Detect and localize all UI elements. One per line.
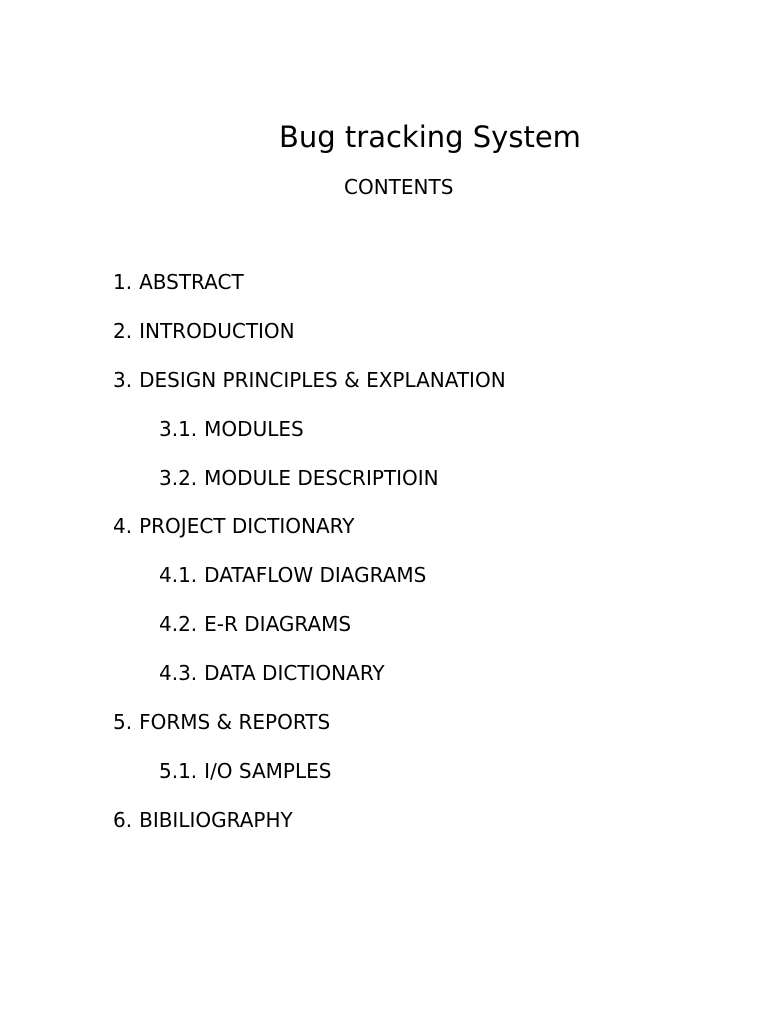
toc-entry-abstract	[0, 268, 506, 317]
toc-entry-project-dictionary	[0, 512, 506, 561]
toc-entry-introduction	[0, 317, 506, 366]
toc-entry-number: 2.	[113, 318, 133, 343]
toc-entry-number: 4.	[113, 514, 133, 539]
toc-entry-label: ABSTRACT	[139, 270, 244, 294]
toc-entry-number: 5.1.	[159, 758, 198, 783]
toc-entry-number: 3.2.	[159, 465, 198, 490]
contents-heading: CONTENTS	[344, 175, 454, 199]
toc-entry-label: I/O SAMPLES	[204, 758, 332, 783]
toc-entry-module-description	[0, 464, 506, 513]
toc-entry-label: PROJECT DICTIONARY	[139, 514, 355, 539]
toc-entry-number: 3.1.	[159, 416, 198, 441]
toc-entry-label: DATA DICTIONARY	[204, 661, 385, 686]
toc-entry-label: DESIGN PRINCIPLES & EXPLANATION	[139, 367, 506, 392]
toc-entry-er-diagrams	[0, 610, 506, 659]
toc-entry-label: MODULE DESCRIPTIOIN	[204, 465, 439, 490]
toc-entry-dataflow-diagrams	[0, 561, 506, 610]
toc-entry-label: DATAFLOW DIAGRAMS	[204, 563, 427, 588]
toc-entry-data-dictionary	[0, 659, 506, 708]
document-title: Bug tracking System	[279, 120, 581, 154]
toc-entry-label: BIBILIOGRAPHY	[139, 807, 293, 832]
toc-entry-number: 3.	[113, 367, 133, 392]
toc-entry-label: FORMS & REPORTS	[139, 710, 331, 735]
toc-entry-forms-reports	[0, 708, 506, 757]
toc-entry-design-principles	[0, 366, 506, 415]
toc-entry-number: 4.3.	[159, 661, 198, 686]
toc-entry-bibliography	[0, 806, 506, 855]
toc-entry-number: 6.	[113, 807, 133, 832]
toc-entry-number: 1.	[113, 270, 133, 294]
toc-entry-label: MODULES	[204, 416, 304, 441]
toc-entry-number: 4.1.	[159, 563, 198, 588]
toc-entry-io-samples	[0, 757, 506, 806]
toc-entry-label: E-R DIAGRAMS	[204, 612, 352, 637]
toc-entry-number: 4.2.	[159, 612, 198, 637]
table-of-contents	[0, 268, 506, 855]
toc-entry-label: INTRODUCTION	[139, 318, 295, 343]
toc-entry-number: 5.	[113, 710, 133, 735]
toc-entry-modules	[0, 415, 506, 464]
